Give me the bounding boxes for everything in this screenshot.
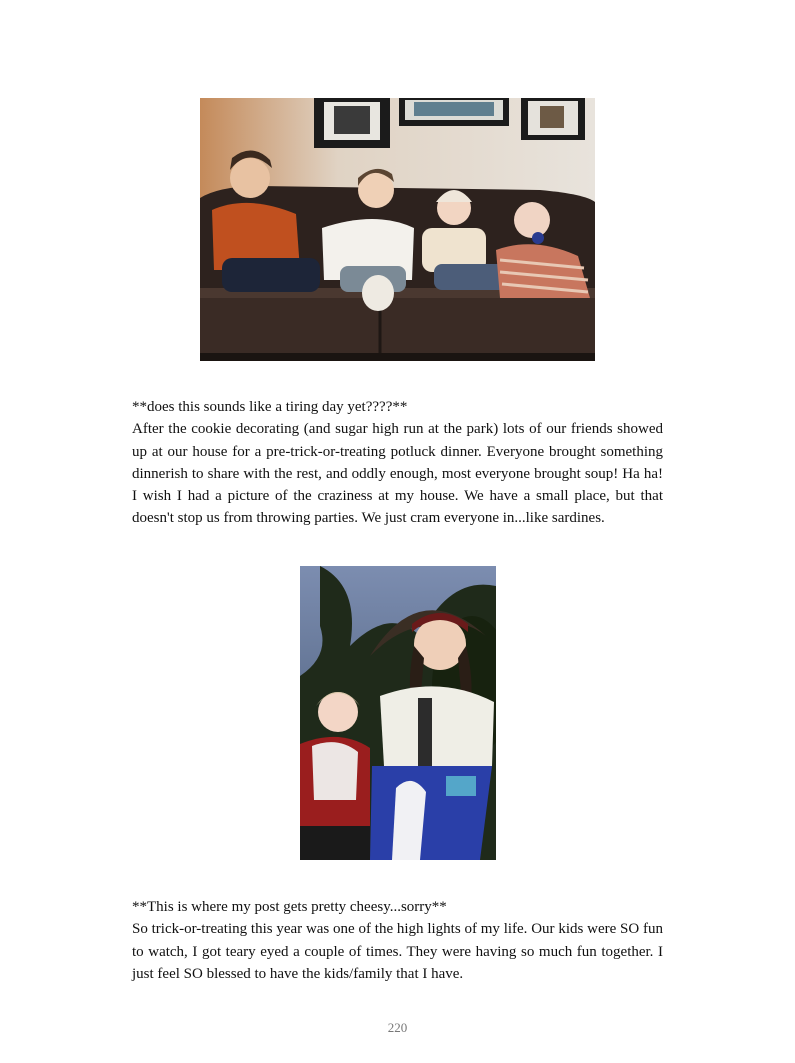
paragraph-potluck-dinner: After the cookie decorating (and sugar high run at the park) lots of our friends showed up at our house for a pre-trick-or-treating potluck dinner. Everyone brought something dinnerish to share with the rest, and oddly enough, most everyone brought soup! Ha ha! I wish I had a picture of the craziness at my house. We have a small place, but that doesn't stop us from throwing parties. We just cram everyone in...like sardines. bbox=[132, 421, 663, 527]
second-text-block bbox=[132, 896, 663, 985]
photo-kids-on-couch bbox=[200, 98, 595, 361]
caption-cheesy-post: **This is where my post gets pretty cheesy...sorry** bbox=[132, 899, 447, 915]
first-text-block bbox=[132, 396, 663, 530]
caption-tiring-day: **does this sounds like a tiring day yet????** bbox=[132, 399, 408, 415]
photo-kids-in-pirate-costumes bbox=[300, 566, 496, 860]
pirate-photo-illustration bbox=[300, 566, 496, 860]
page-number: 220 bbox=[387, 1020, 408, 1035]
paragraph-trick-or-treating: So trick-or-treating this year was one of the high lights of my life. Our kids were SO fun to watch, I got teary eyed a couple of times. They were having so much fun together. I just feel SO blessed to have the kids/family that I have. bbox=[132, 921, 663, 982]
couch-photo-illustration bbox=[200, 98, 595, 361]
